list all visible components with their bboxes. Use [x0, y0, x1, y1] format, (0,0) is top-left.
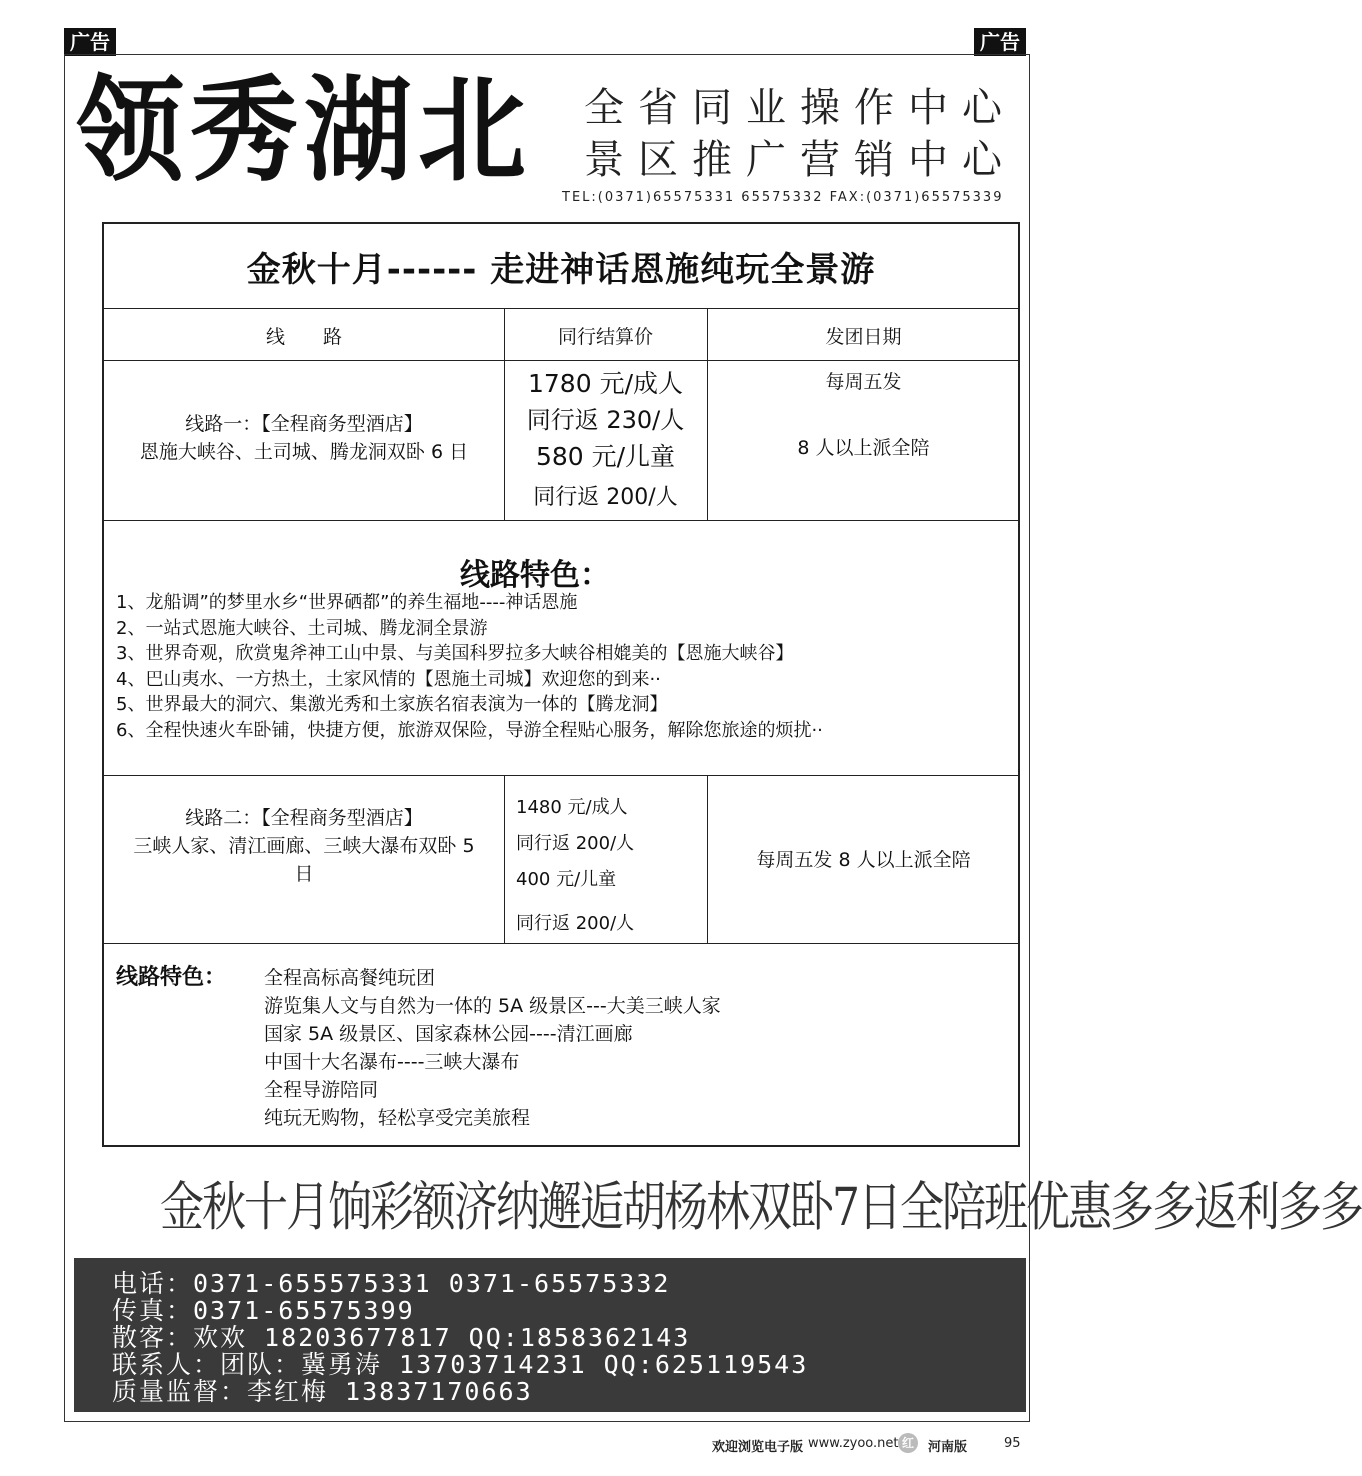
contact-individual: 散客：欢欢 18203677817 QQ:1858362143: [112, 1323, 691, 1352]
header-date: 发团日期: [825, 326, 902, 348]
contact-fax: 传真：0371-65575399: [112, 1296, 415, 1325]
promo-slogan: 金秋十月饷彩额济纳邂逅胡杨林双卧7日全陪班优惠多多返利多多: [160, 1177, 1362, 1239]
features2-list: [264, 964, 721, 1132]
route2-line1: 线路二：【全程商务型酒店】: [185, 807, 423, 829]
header-route: 线 路: [265, 326, 342, 348]
features2-item: 纯玩无购物，轻松享受完美旅程: [264, 1107, 531, 1129]
route2-price-adult: 1480 元/成人: [516, 797, 628, 818]
route2-price-child: 400 元/儿童: [516, 869, 617, 890]
route2-line2: 三峡人家、清江画廊、三峡大瀑布双卧 5: [133, 835, 475, 857]
route-table: [102, 222, 1020, 1147]
contact-box: [74, 1258, 1026, 1412]
features1-item: 4、巴山夷水、一方热土，土家风情的【恩施土司城】欢迎您的到来··: [116, 668, 661, 690]
route1-prices: [504, 366, 707, 520]
route1-price-adult: 1780 元/成人: [528, 369, 683, 398]
footer-logo-icon: 红: [898, 1433, 918, 1453]
route2-prices: [516, 790, 706, 942]
features2-title: 线路特色：: [116, 965, 227, 990]
features1-item: 5、世界最大的洞穴、集激光秀和土家族名宿表演为一体的【腾龙洞】: [116, 694, 668, 715]
header-price: 同行结算价: [557, 326, 653, 348]
route2-rebate-adult: 同行返 200/人: [516, 833, 635, 854]
contact-phone: 电话：0371-655575331 0371-65575332: [112, 1269, 671, 1298]
features2-item: 中国十大名瀑布----三峡大瀑布: [264, 1051, 520, 1073]
route1-date2: 8 人以上派全陪: [797, 437, 930, 459]
features2-item: 游览集人文与自然为一体的 5A 级景区---大美三峡人家: [264, 995, 721, 1017]
route2-rebate-child: 同行返 200/人: [516, 913, 635, 934]
footer-site: www.zyoo.net: [808, 1436, 899, 1451]
page-number: 95: [1004, 1436, 1021, 1451]
footer-edition: 河南版: [928, 1440, 968, 1455]
features1-item: 6、全程快速火车卧铺，快捷方便，旅游双保险，导游全程贴心服务，解除您旅途的烦扰··: [116, 719, 823, 741]
features1-item: 1、龙船调”的梦里水乡“世界硒都”的养生福地----神话恩施: [116, 592, 578, 613]
route2-date: 每周五发 8 人以上派全陪: [756, 849, 971, 871]
ad-label-left: 广告: [64, 28, 116, 56]
features1-item: 3、世界奇观，欣赏鬼斧神工山中景、与美国科罗拉多大峡谷相媲美的【恩施大峡谷】: [116, 643, 794, 664]
route2-line3: 日: [294, 863, 314, 885]
ad-label-right: 广告: [974, 28, 1026, 56]
route1-date1: 每周五发: [825, 371, 902, 393]
contact-group: 联系人：团队：冀勇涛 13703714231 QQ:625119543: [112, 1350, 809, 1379]
route1-rebate-adult: 同行返 230/人: [526, 406, 685, 434]
route1-line2: 恩施大峡谷、土司城、腾龙洞双卧 6 日: [139, 441, 469, 463]
features2-item: 国家 5A 级景区、国家森林公园----清江画廊: [264, 1023, 633, 1045]
center-lines: [584, 82, 1016, 186]
tel-fax-line: TEL:(0371)65575331 65575332 FAX:(0371)65575339: [562, 190, 1004, 205]
features1-title: 线路特色：: [460, 558, 610, 593]
route2-desc: [104, 804, 504, 888]
center-line-1: 全省同业操作中心: [584, 85, 1016, 131]
features2-item: 全程高标高餐纯玩团: [264, 967, 436, 989]
features1-item: 2、一站式恩施大峡谷、土司城、腾龙洞全景游: [116, 617, 488, 639]
features1-list: [116, 590, 823, 743]
features2-item: 全程导游陪同: [264, 1079, 379, 1101]
route1-desc: [104, 410, 504, 466]
footer-welcome: 欢迎浏览电子版: [712, 1440, 804, 1455]
center-line-2: 景区推广营销中心: [584, 137, 1016, 183]
table-title: 金秋十月------ 走进神话恩施纯玩全景游: [246, 250, 876, 290]
contact-quality: 质量监督：李红梅 13837170663: [112, 1377, 533, 1406]
route1-dates: [707, 368, 1020, 462]
brand-title: 领秀湖北: [76, 64, 533, 198]
route1-rebate-child: 同行返 200/人: [533, 485, 678, 510]
route1-line1: 线路一：【全程商务型酒店】: [185, 413, 423, 435]
route1-price-child: 580 元/儿童: [535, 442, 676, 471]
